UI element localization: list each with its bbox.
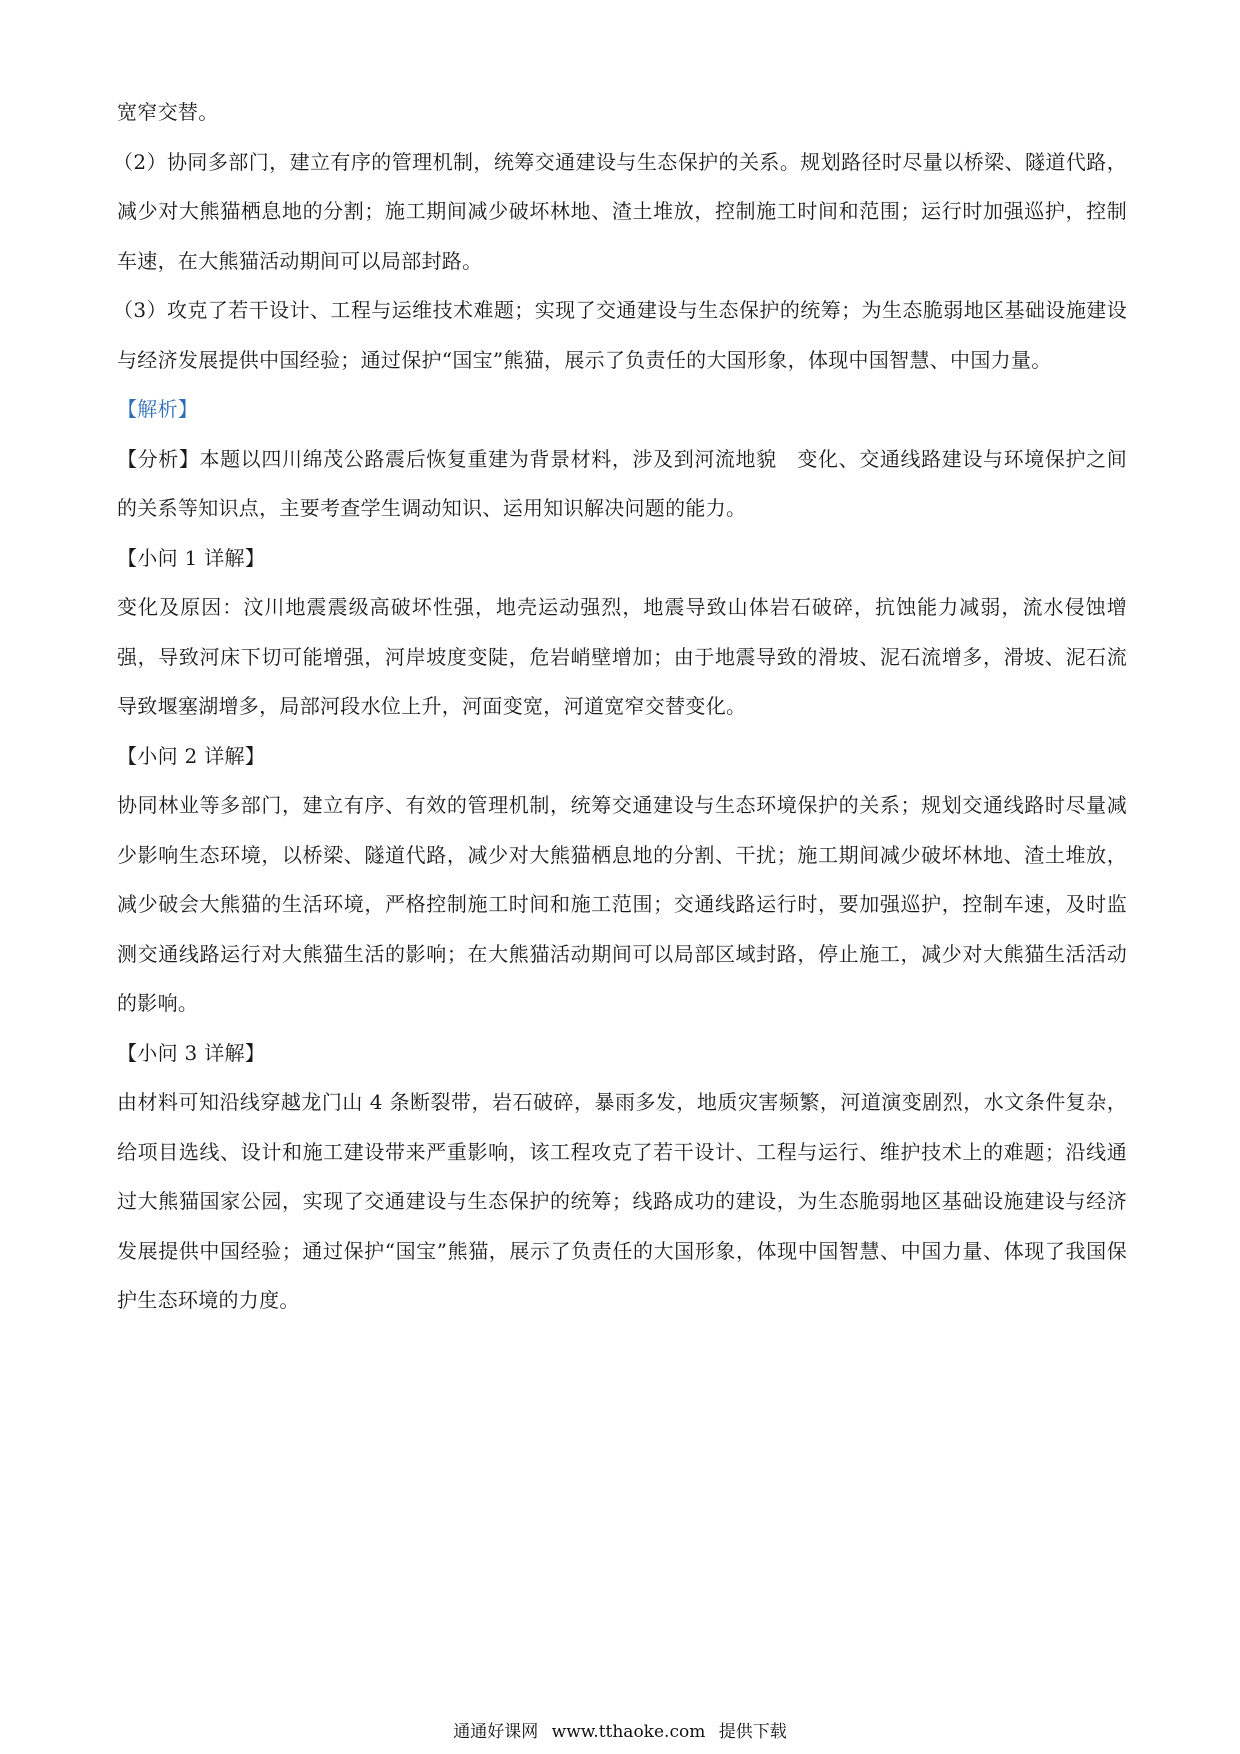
page-footer [0,1720,1240,1744]
analysis-summary: 【分析】本题以四川绵茂公路震后恢复重建为背景材料，涉及到河流地貌 变化、交通线路建设与环境保护之间的关系等知识点，主要考查学生调动知识、运用知识解决问题的能力。 [117,446,1127,520]
q3-heading: 【小问 3 详解】 [117,1040,266,1065]
analysis-label: 【解析】 [117,397,199,421]
footer-site-name: 通通好课网 [453,1722,539,1742]
q2-heading: 【小问 2 详解】 [117,743,266,768]
q2-body: 协同林业等多部门，建立有序、有效的管理机制，统筹交通建设与生态环境保护的关系；规划交通线路时尽量减少影响生态环境，以桥梁、隧道代路，减少对大熊猫栖息地的分割、干扰；施工期间减少破坏林地、渣土堆放，减少破会大熊猫的生活环境，严格控制施工时间和施工范围；交通线路运行时，要加强巡护，控制车速，及时监测交通线路运行对大熊猫生活的影响；在大熊猫活动期间可以局部区域封路，停止施工，减少对大熊猫生活活动的影响。 [117,793,1127,1015]
q1-body: 变化及原因：汶川地震震级高破坏性强，地壳运动强烈，地震导致山体岩石破碎，抗蚀能力减弱，流水侵蚀增强，导致河床下切可能增强，河岸坡度变陡，危岩峭壁增加；由于地震导致的滑坡、泥石流增多，滑坡、泥石流导致堰塞湖增多，局部河段水位上升，河面变宽，河道宽窄交替变化。 [117,595,1127,718]
answer-part2: （2）协同多部门，建立有序的管理机制，统筹交通建设与生态保护的关系。规划路径时尽量以桥梁、隧道代路，减少对大熊猫栖息地的分割；施工期间减少破坏林地、渣土堆放，控制施工时间和范围；运行时加强巡护，控制车速，在大熊猫活动期间可以局部封路。 [113,149,1127,273]
page-content [113,88,1127,1326]
footer-suffix: 提供下载 [718,1722,787,1742]
footer-url[interactable]: www.tthaoke.com [551,1722,706,1742]
q3-body: 由材料可知沿线穿越龙门山 4 条断裂带，岩石破碎，暴雨多发，地质灾害频繁，河道演变剧烈，水文条件复杂，给项目选线、设计和施工建设带来严重影响，该工程攻克了若干设计、工程与运行、维护技术上的难题；沿线通过大熊猫国家公园，实现了交通建设与生态保护的统筹；线路成功的建设，为生态脆弱地区基础设施建设与经济发展提供中国经验；通过保护“国宝”熊猫，展示了负责任的大国形象，体现中国智慧、中国力量、体现了我国保护生态环境的力度。 [117,1090,1127,1312]
q1-heading: 【小问 1 详解】 [117,545,266,570]
answer-part3: （3）攻克了若干设计、工程与运维技术难题；实现了交通建设与生态保护的统筹；为生态脆弱地区基础设施建设与经济发展提供中国经验；通过保护“国宝”熊猫，展示了负责任的大国形象，体现中国智慧、中国力量。 [113,298,1127,372]
answer-part1-continuation: 宽窄交替。 [117,100,219,124]
